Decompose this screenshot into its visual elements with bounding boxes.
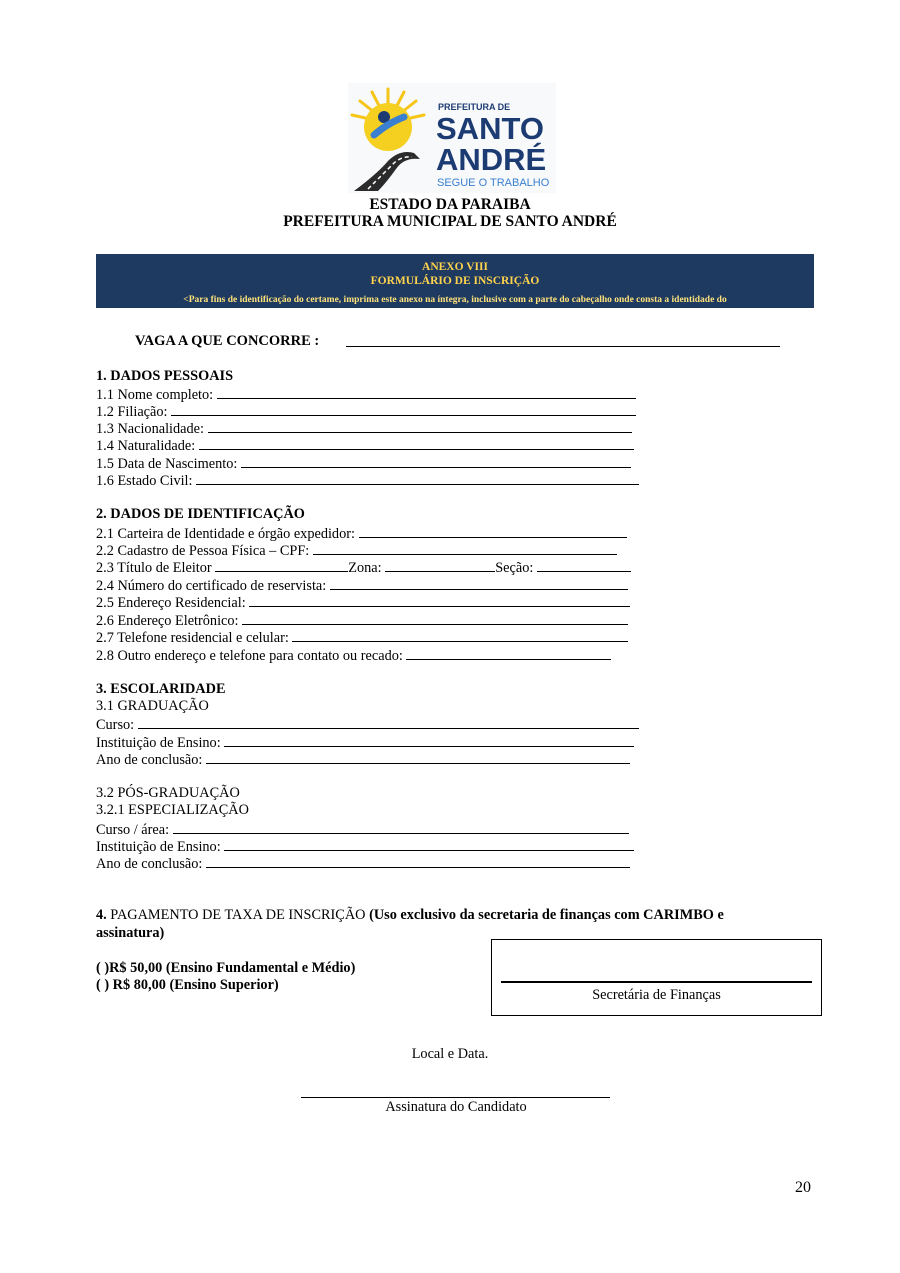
field-fill-line[interactable] [330, 576, 628, 590]
field-label: 1.3 Nacionalidade: [96, 421, 208, 437]
field-label: 2.4 Número do certificado de reservista: [96, 578, 330, 594]
field-fill-line[interactable] [406, 646, 611, 660]
field-endereco-eletronico[interactable] [96, 611, 628, 628]
field-nacionalidade[interactable] [96, 419, 632, 436]
header-prefeitura: PREFEITURA MUNICIPAL DE SANTO ANDRÉ [283, 213, 617, 230]
candidate-signature-label: Assinatura do Candidato [385, 1099, 527, 1115]
field-fill-line[interactable] [224, 837, 634, 851]
prefeitura-logo [348, 83, 556, 193]
local-data-label: Local e Data. [411, 1046, 489, 1062]
annex-banner [96, 254, 814, 308]
logo-slogan: SEGUE O TRABALHO [437, 177, 550, 189]
banner-instructions: <Para fins de identificação do certame, imprima este anexo na íntegra, inclusive com a parte do cabeçalho onde consta a identidade do [183, 295, 727, 305]
field-ano-conclusao[interactable] [96, 750, 630, 767]
field-reservista[interactable] [96, 576, 628, 593]
field-naturalidade[interactable] [96, 436, 634, 453]
field-titulo-eleitor[interactable] [96, 558, 631, 575]
field-cpf[interactable] [96, 541, 617, 558]
field-fill-line[interactable] [313, 541, 617, 555]
field-label: 2.2 Cadastro de Pessoa Física – CPF: [96, 543, 313, 559]
field-label: Ano de conclusão: [96, 752, 206, 768]
field-carteira-identidade[interactable] [96, 524, 627, 541]
field-label: 1.1 Nome completo: [96, 387, 217, 403]
field-label: 2.6 Endereço Eletrônico: [96, 613, 243, 629]
graduacao-title: 3.1 GRADUAÇÃO [96, 698, 209, 714]
field-filiacao[interactable] [96, 402, 636, 419]
field-fill-secao[interactable] [537, 558, 631, 572]
field-ano-conclusao-2[interactable] [96, 854, 630, 871]
field-label: 2.1 Carteira de Identidade e órgão expedidor: [96, 526, 359, 542]
secretaria-label: Secretária de Finanças [592, 987, 721, 1003]
option-ensino-superior[interactable]: ( ) R$ 80,00 (Ensino Superior) [96, 977, 279, 993]
option-ensino-fundamental[interactable]: ( )R$ 50,00 (Ensino Fundamental e Médio) [96, 960, 356, 976]
field-fill-zona[interactable] [385, 558, 495, 572]
logo-name-line1: SANTO [436, 111, 544, 146]
field-curso[interactable] [96, 715, 639, 732]
field-instituicao-ensino[interactable] [96, 733, 634, 750]
field-instituicao-ensino-2[interactable] [96, 837, 634, 854]
vaga-input-line[interactable] [346, 346, 780, 347]
secretaria-stamp-box [491, 939, 822, 1016]
field-label-secao: Seção: [495, 560, 537, 576]
field-fill-line[interactable] [208, 419, 632, 433]
section-note-continued: assinatura) [96, 925, 165, 941]
pos-graduacao-title: 3.2 PÓS-GRADUAÇÃO [96, 785, 240, 801]
field-label: 2.7 Telefone residencial e celular: [96, 630, 293, 646]
field-telefone[interactable] [96, 628, 628, 645]
field-fill-line[interactable] [138, 715, 639, 729]
field-label: 1.5 Data de Nascimento: [96, 456, 241, 472]
field-fill-line[interactable] [215, 558, 348, 572]
field-label: Curso: [96, 717, 138, 733]
logo-top-text: PREFEITURA DE [438, 102, 511, 112]
especializacao-title: 3.2.1 ESPECIALIZAÇÃO [96, 802, 249, 818]
field-fill-line[interactable] [249, 593, 630, 607]
field-label: 1.4 Naturalidade: [96, 438, 199, 454]
field-label: Ano de conclusão: [96, 856, 206, 872]
field-label: Instituição de Ensino: [96, 839, 225, 855]
field-fill-line[interactable] [224, 733, 634, 747]
field-fill-line[interactable] [241, 454, 631, 468]
field-fill-line[interactable] [173, 820, 629, 834]
field-label: Instituição de Ensino: [96, 735, 225, 751]
field-label: 1.2 Filiação: [96, 404, 172, 420]
annex-title: ANEXO VIII [422, 261, 488, 273]
header-state: ESTADO DA PARAIBA [369, 196, 531, 213]
field-fill-line[interactable] [359, 524, 627, 538]
field-fill-line[interactable] [206, 854, 630, 868]
field-fill-line[interactable] [199, 436, 634, 450]
vaga-label: VAGA A QUE CONCORRE : [135, 333, 320, 349]
field-nome-completo[interactable] [96, 385, 636, 402]
field-fill-line[interactable] [206, 750, 630, 764]
field-endereco-residencial[interactable] [96, 593, 630, 610]
section-identificacao-title: 2. DADOS DE IDENTIFICAÇÃO [96, 506, 305, 522]
page-number: 20 [795, 1179, 811, 1196]
field-fill-line[interactable] [242, 611, 628, 625]
field-label: 1.6 Estado Civil: [96, 473, 197, 489]
field-fill-line[interactable] [292, 628, 628, 642]
field-label: 2.3 Título de Eleitor [96, 560, 216, 576]
field-fill-line[interactable] [171, 402, 636, 416]
field-fill-line[interactable] [196, 471, 639, 485]
secretaria-signature-line [501, 981, 812, 983]
field-fill-line[interactable] [217, 385, 636, 399]
field-label: 2.8 Outro endereço e telefone para contato ou recado: [96, 648, 407, 664]
field-label-zona: Zona: [348, 560, 386, 576]
candidate-signature-line[interactable] [301, 1097, 610, 1098]
field-curso-area[interactable] [96, 820, 629, 837]
logo-name-line2: ANDRÉ [436, 142, 547, 177]
section-escolaridade-title: 3. ESCOLARIDADE [96, 681, 226, 697]
section-dados-pessoais-title: 1. DADOS PESSOAIS [96, 368, 234, 384]
section-number: 4. [96, 907, 107, 923]
field-outro-endereco[interactable] [96, 646, 611, 663]
field-data-nascimento[interactable] [96, 454, 631, 471]
section-title-text: PAGAMENTO DE TAXA DE INSCRIÇÃO [106, 907, 370, 923]
field-label: 2.5 Endereço Residencial: [96, 595, 250, 611]
field-label: Curso / área: [96, 822, 173, 838]
field-estado-civil[interactable] [96, 471, 639, 488]
section-pagamento-title [96, 907, 724, 924]
section-note: (Uso exclusivo da secretaria de finanças com CARIMBO e [369, 907, 724, 923]
form-title: FORMULÁRIO DE INSCRIÇÃO [370, 275, 540, 287]
